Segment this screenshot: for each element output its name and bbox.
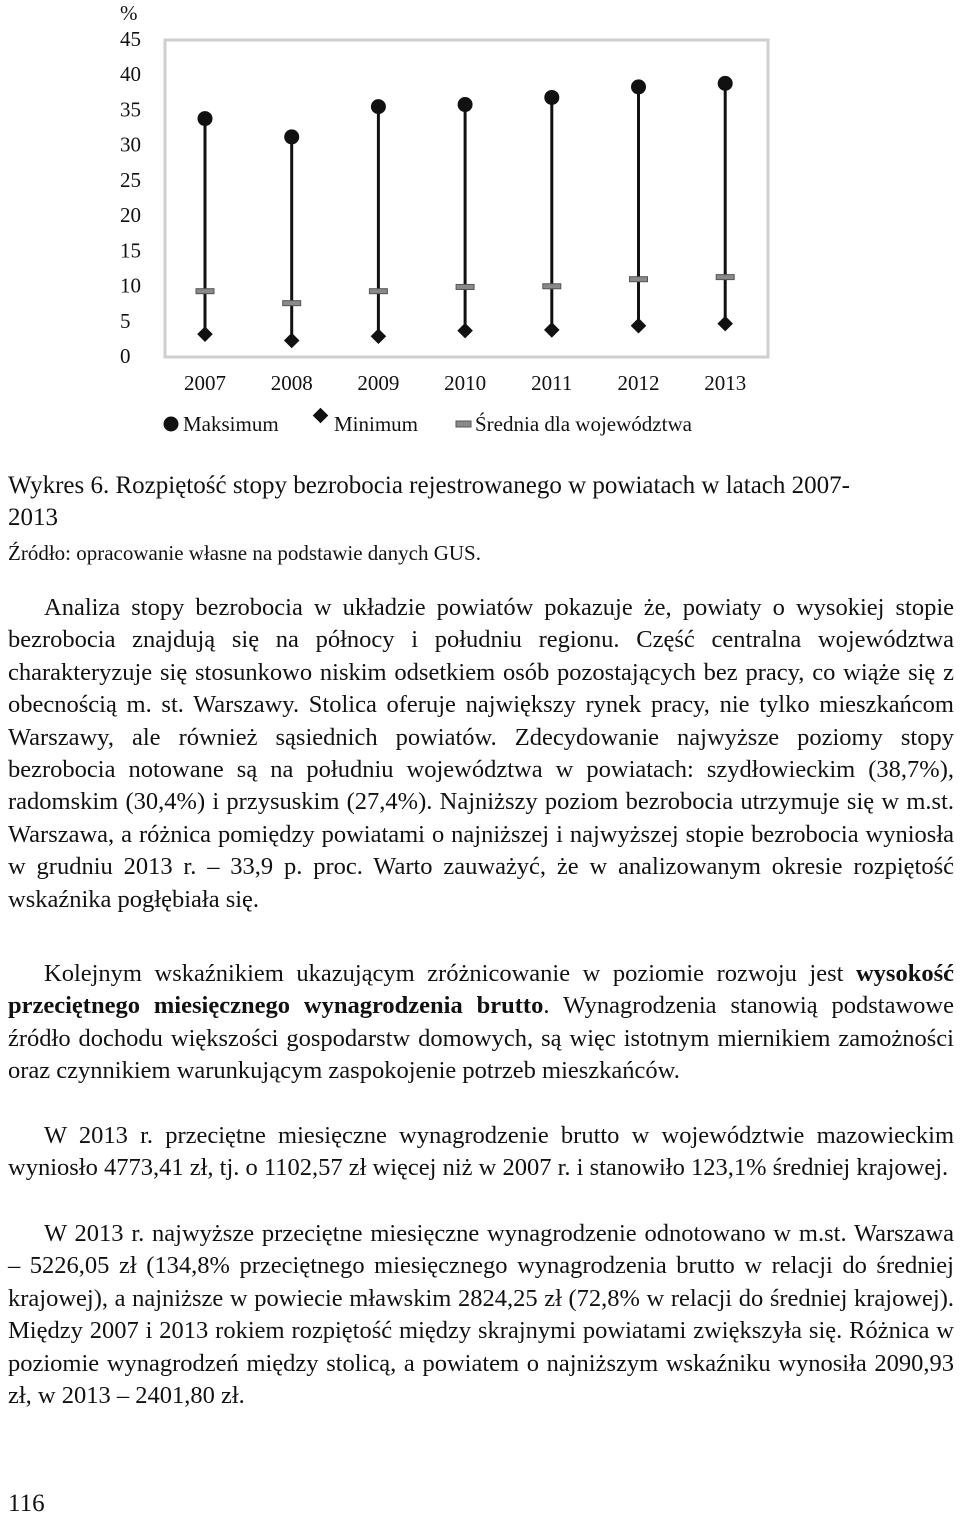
y-axis-label: % bbox=[120, 1, 138, 25]
legend-minimum-label: Minimum bbox=[334, 412, 419, 436]
x-axis-ticks bbox=[184, 371, 746, 395]
maximum-point-2010 bbox=[458, 97, 473, 112]
x-tick-label-2008: 2008 bbox=[270, 371, 313, 395]
average-mark-2011 bbox=[543, 284, 561, 289]
maximum-point-2013 bbox=[718, 76, 733, 91]
x-tick-label-2012: 2012 bbox=[617, 371, 660, 395]
x-tick-label-2013: 2013 bbox=[704, 371, 747, 395]
unemployment-range-chart bbox=[0, 0, 960, 450]
figure-caption-line2: 2013 bbox=[8, 504, 58, 531]
y-tick-label-40: 40 bbox=[120, 62, 141, 87]
y-tick-label-45: 45 bbox=[120, 27, 141, 51]
page-number: 116 bbox=[8, 1490, 45, 1517]
y-tick-label-10: 10 bbox=[120, 273, 141, 298]
y-tick-label-15: 15 bbox=[120, 238, 141, 263]
legend-minimum-marker bbox=[313, 408, 329, 424]
figure-source: Źródło: opracowanie własne na podstawie danych GUS. bbox=[8, 541, 481, 565]
average-mark-2013 bbox=[716, 275, 734, 280]
x-tick-label-2009: 2009 bbox=[357, 371, 400, 395]
y-tick-label-30: 30 bbox=[120, 132, 141, 157]
paragraph-wages-2013: W 2013 r. przeciętne miesięczne wynagrodzenie brutto w województwie mazowieckim wyniosło 4773,41 zł, tj. o 1102,57 zł więcej niż w 2007 r. i stanowiło 123,1% średniej krajowej. bbox=[8, 1122, 954, 1182]
average-mark-2012 bbox=[630, 277, 648, 282]
y-tick-label-0: 0 bbox=[120, 344, 131, 368]
x-tick-label-2007: 2007 bbox=[184, 371, 226, 395]
y-tick-label-20: 20 bbox=[120, 203, 141, 228]
maximum-point-2009 bbox=[371, 99, 386, 114]
x-tick-label-2010: 2010 bbox=[444, 371, 487, 395]
y-tick-label-5: 5 bbox=[120, 308, 131, 333]
paragraph-wages-prefix: Kolejnym wskaźnikiem ukazującym zróżnicowanie w poziomie rozwoju jest bbox=[44, 960, 856, 987]
legend-average-marker bbox=[456, 421, 471, 427]
paragraph-wages-bold-term: wysokość przeciętnego miesięcznego wynagrodzenia brutto bbox=[8, 960, 954, 1020]
maximum-point-2007 bbox=[198, 111, 213, 126]
paragraph-wages-range: W 2013 r. najwyższe przeciętne miesięczne wynagrodzenie odnotowano w m.st. Warszawa – 5226,05 zł (134,8% przeciętnego miesięcznego wynagrodzenia brutto w relacji do średniej krajowej), a najniższe w powiecie mławskim 2824,25 zł (72,8% w relacji do średniej krajowej). Między 2007 i 2013 rokiem rozpiętość między skrajnymi powiatami zwiększyła się. Różnica w poziomie wynagrodzeń między stolicą, a powiatem o najniższym wskaźniku wynosiła 2090,93 zł, w 2013 – 2401,80 zł. bbox=[8, 1220, 954, 1410]
legend bbox=[164, 408, 693, 436]
average-mark-2007 bbox=[196, 289, 214, 294]
x-tick-label-2011: 2011 bbox=[531, 371, 573, 395]
figure-caption bbox=[8, 470, 953, 534]
paragraph-wages-suffix: . Wynagrodzenia stanowią podstawowe źródło dochodu większości gospodarstw domowych, są więc istotnym miernikiem zamożności oraz czynnikiem warunkującym zaspokojenie potrzeb mieszkańców. bbox=[8, 992, 954, 1085]
figure-caption-line1: Wykres 6. Rozpiętość stopy bezrobocia rejestrowanego w powiatach w latach 2007- bbox=[8, 472, 850, 499]
y-axis-ticks bbox=[120, 27, 141, 368]
paragraph-wages-indicator bbox=[8, 958, 954, 1088]
maximum-point-2008 bbox=[284, 129, 299, 144]
legend-average-label: Średnia dla województwa bbox=[475, 412, 692, 436]
average-mark-2010 bbox=[456, 284, 474, 289]
maximum-point-2012 bbox=[631, 79, 646, 94]
legend-maximum-label: Maksimum bbox=[183, 412, 279, 436]
average-mark-2008 bbox=[283, 301, 301, 306]
y-tick-label-25: 25 bbox=[120, 167, 141, 192]
average-mark-2009 bbox=[369, 289, 387, 294]
legend-maximum-marker bbox=[164, 417, 179, 432]
maximum-point-2011 bbox=[544, 90, 559, 105]
y-tick-label-35: 35 bbox=[120, 97, 141, 122]
paragraph-unemployment-analysis: Analiza stopy bezrobocia w układzie powiatów pokazuje że, powiaty o wysokiej stopie bezrobocia znajdują się na północy i południu regionu. Część centralna województwa charakteryzuje się stosunkowo niskim odsetkiem osób pozostających bez pracy, co wiąże się z obecnością m. st. Warszawy. Stolica oferuje największy rynek pracy, nie tylko mieszkańcom Warszawy, ale również sąsiednich powiatów. Zdecydowanie najwyższe poziomy stopy bezrobocia notowane są na południu województwa w powiatach: szydłowieckim (38,7%), radomskim (30,4%) i przysuskim (27,4%). Najniższy poziom bezrobocia utrzymuje się w m.st. Warszawa, a różnica pomiędzy powiatami o najniższej i najwyższej stopie bezrobocia wyniosła w grudniu 2013 r. – 33,9 p. proc. Warto zauważyć, że w analizowanym okresie rozpiętość wskaźnika pogłębiała się. bbox=[8, 594, 954, 913]
